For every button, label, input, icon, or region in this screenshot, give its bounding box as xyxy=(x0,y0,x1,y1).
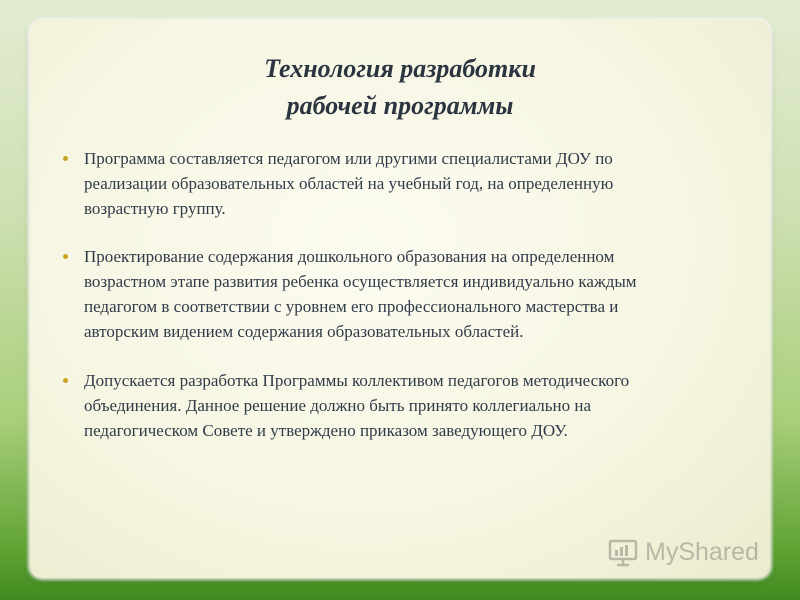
bullet-dot-icon xyxy=(63,254,68,259)
bullet-line: авторским видением содержания образовательных областей. xyxy=(84,322,524,341)
bullet-text xyxy=(84,244,753,344)
bullet-item xyxy=(63,368,753,443)
bullet-dot-icon xyxy=(63,156,68,161)
bullet-line: возрастную группу. xyxy=(84,199,226,218)
slide-title-line-1: Технология разработки xyxy=(264,54,536,83)
watermark-text: MyShared xyxy=(645,537,759,566)
bullet-list xyxy=(63,146,753,443)
bullet-line: Программа составляется педагогом или другими специалистами ДОУ по xyxy=(84,149,613,168)
bullet-item xyxy=(63,244,753,344)
presentation-board-icon xyxy=(607,536,639,568)
bullet-line: педагогическом Совете и утверждено приказом заведующего ДОУ. xyxy=(84,421,568,440)
bullet-line: Проектирование содержания дошкольного образования на определенном xyxy=(84,247,615,266)
bullet-dot-icon xyxy=(63,378,68,383)
bullet-line: объединения. Данное решение должно быть принято коллегиально на xyxy=(84,396,592,415)
bullet-text xyxy=(84,146,753,221)
bullet-line: педагогом в соответствии с уровнем его профессионального мастерства и xyxy=(84,297,619,316)
bullet-line: возрастном этапе развития ребенка осуществляется индивидуально каждым xyxy=(84,272,637,291)
slide-title-line-2: рабочей программы xyxy=(286,91,514,120)
slide-title xyxy=(0,50,800,124)
bullet-item xyxy=(63,146,753,221)
bullet-line: реализации образовательных областей на учебный год, на определенную xyxy=(84,174,614,193)
myshared-watermark xyxy=(607,536,759,568)
bullet-line: Допускается разработка Программы коллективом педагогов методического xyxy=(84,371,630,390)
bullet-text xyxy=(84,368,753,443)
